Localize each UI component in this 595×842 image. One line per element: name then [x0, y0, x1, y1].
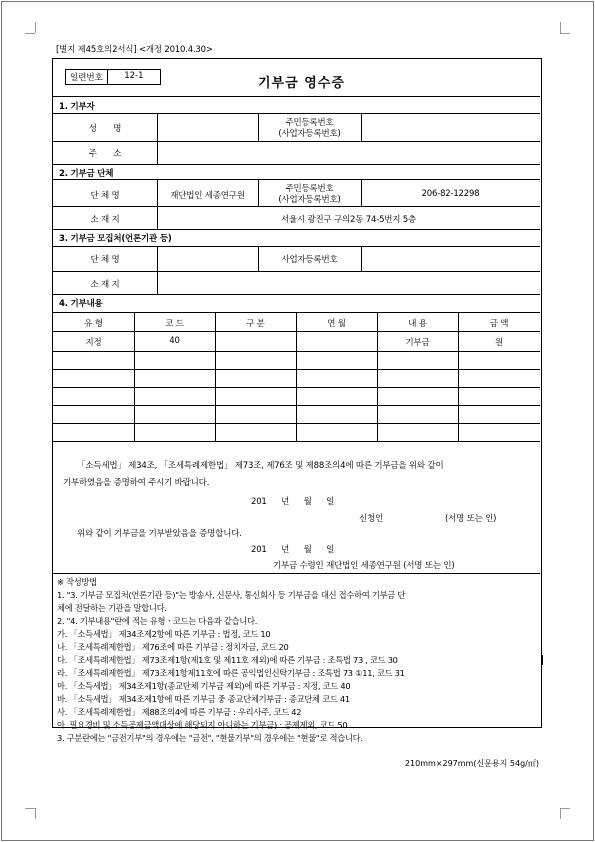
- note-line: 1. "3. 기부금 모집처(언론기관 등)"는 방송사, 신문사, 통신회사 등 기부금을 대신 접수하여 기부금 단: [57, 590, 406, 600]
- section-1-heading: 1. 기부자: [59, 102, 95, 112]
- statement-line-1: 「소득세법」 제34조, 「조세특례제한법」 제73조, 제76조 및 제88조의4에 따른 기부금을 위와 같이: [77, 461, 444, 471]
- divider: [458, 312, 459, 441]
- row-1-content: 기부금: [405, 338, 430, 348]
- section-2-heading: 2. 기부금 단체: [59, 169, 114, 179]
- note-line: 아. 필요경비 및 소득공제금액대상에 해당되지 아니하는 기부금) : 공제제외, 코드 50: [57, 720, 348, 730]
- applicant-sign: (서명 또는 인): [445, 514, 497, 524]
- crop-mark-tl-v: [35, 22, 36, 33]
- org-id-value: 206-82-12298: [421, 189, 480, 199]
- donor-id-label-sub: (사업자등록번호): [278, 129, 341, 139]
- note-line: 라. 「조세특례제한법」 제73조제1항제11호에 따른 공익법인신탁기부금 : 조특법 73 ①11, 코드 31: [57, 668, 405, 678]
- divider: [53, 246, 540, 247]
- divider: [157, 113, 158, 164]
- col-header-year-month: 연 월: [327, 319, 346, 329]
- note-line: 나. 「조세특례제한법」 제76조에 따른 기부금 : 정치자금, 코드 20: [57, 642, 289, 652]
- serial-value: 12-1: [124, 71, 144, 81]
- note-line: 바. 「소득세법」 제34조제1항에 따른 기부금 중 종교단체기부금 : 종교단체 코드 41: [57, 694, 350, 704]
- divider: [361, 113, 362, 141]
- paper-spec: 210mm×297mm(신문용지 54g/㎡): [404, 759, 539, 768]
- issue-date: 201 년 월 일: [251, 545, 335, 555]
- applicant-label: 신청인: [359, 514, 384, 524]
- org-id-label-sub: (사업자등록번호): [278, 195, 341, 205]
- request-date: 201 년 월 일: [251, 497, 335, 507]
- note-line: 다. 「조세특례제한법」 제73조제1항(제1호 및 제11호 제외)에 따른 기부금 : 조특법 73 , 코드 30: [57, 655, 398, 665]
- crop-mark-bl: [25, 808, 35, 809]
- divider: [53, 179, 540, 180]
- note-line: 사. 「조세특례제한법」 제88조의4에 따른 기부금 : 우리사주, 코드 42: [57, 707, 302, 717]
- col-header-category: 구 분: [246, 319, 265, 329]
- donor-address-label: 주 소: [88, 149, 122, 159]
- crop-mark-br: [560, 808, 570, 809]
- org-location-value: 서울시 광진구 구의2동 74-5번지 5층: [280, 215, 417, 225]
- crop-mark-br-v: [560, 808, 561, 819]
- divider: [53, 573, 540, 574]
- divider: [134, 312, 135, 441]
- row-1-type: 지정: [85, 338, 102, 348]
- collector-location-label: 소 재 지: [90, 280, 120, 290]
- divider: [53, 229, 540, 230]
- note-line: 3. 구분란에는 "금전기부"의 경우에는 "금전", "현물기부"의 경우에는 "현물"로 적습니다.: [57, 733, 363, 743]
- note-line: 2. "4. 기부내용"란에 적는 유형ㆍ코드는 다음과 같습니다.: [57, 616, 258, 626]
- crop-mark-bl-v: [35, 808, 36, 819]
- serial-label: 일련번호: [66, 70, 108, 84]
- statement-line-2: 기부하였음을 증명하여 주시기 바랍니다.: [63, 478, 210, 488]
- serial-number-box: [65, 69, 161, 85]
- divider: [361, 246, 362, 271]
- divider: [215, 312, 216, 441]
- section-4-heading: 4. 기부내용: [59, 299, 103, 309]
- note-line: 체에 전달하는 기관을 말합니다.: [57, 603, 167, 613]
- note-line: 마. 「소득세법」 제34조제1항(종교단체 기부금 제외)에 따른 기부금 : 지정, 코드 40: [57, 681, 351, 691]
- crop-mark-tr-v: [560, 22, 561, 33]
- collector-biz-label: 사업자등록번호: [281, 255, 338, 265]
- collector-name-label: 단 체 명: [90, 255, 120, 265]
- divider: [53, 113, 540, 114]
- crop-mark-tr: [560, 33, 570, 34]
- divider: [53, 206, 540, 207]
- statement-line-3: 위와 같이 기부금을 기부받았음을 증명합니다.: [77, 529, 242, 539]
- divider: [53, 164, 540, 165]
- col-header-amount: 금 액: [489, 319, 509, 329]
- divider: [296, 312, 297, 441]
- divider: [53, 96, 540, 97]
- divider: [157, 246, 158, 294]
- divider: [53, 441, 540, 442]
- divider: [258, 246, 259, 271]
- divider: [53, 271, 540, 272]
- col-header-content: 내 용: [408, 319, 427, 329]
- note-line: 가. 「소득세법」 제34조제2항에 따른 기부금 : 법정, 코드 10: [57, 629, 271, 639]
- section-3-heading: 3. 기부금 모집처(언론기관 등): [59, 234, 172, 244]
- donor-id-label: 주민등록번호: [285, 118, 334, 128]
- crop-mark-tl: [25, 33, 35, 34]
- notes-heading: ※ 작성방법: [57, 577, 97, 587]
- divider: [157, 179, 158, 229]
- form-number-note: [별지 제45호의2서식] <개정 2010.4.30>: [56, 45, 213, 55]
- row-1-code: 40: [169, 336, 180, 346]
- receiver-line: 기부금 수령인 재단법인 세종연구원 (서명 또는 인): [273, 561, 455, 571]
- receipt-form: [52, 58, 542, 743]
- divider: [377, 312, 378, 441]
- divider: [258, 113, 259, 141]
- org-id-label: 주민등록번호: [285, 184, 334, 194]
- page-title: 기부금 영수증: [258, 76, 345, 91]
- divider: [53, 294, 540, 295]
- col-header-code: 코 드: [165, 319, 184, 329]
- col-header-type: 유 형: [84, 319, 103, 329]
- row-1-amount: 원: [494, 338, 503, 348]
- org-location-label: 소 재 지: [90, 215, 120, 225]
- divider: [53, 141, 540, 142]
- divider: [258, 179, 259, 206]
- org-name-value: 재단법인 세종연구원: [170, 191, 245, 201]
- org-name-label: 단 체 명: [90, 191, 120, 201]
- donor-name-label: 성 명: [88, 124, 122, 134]
- divider: [361, 179, 362, 206]
